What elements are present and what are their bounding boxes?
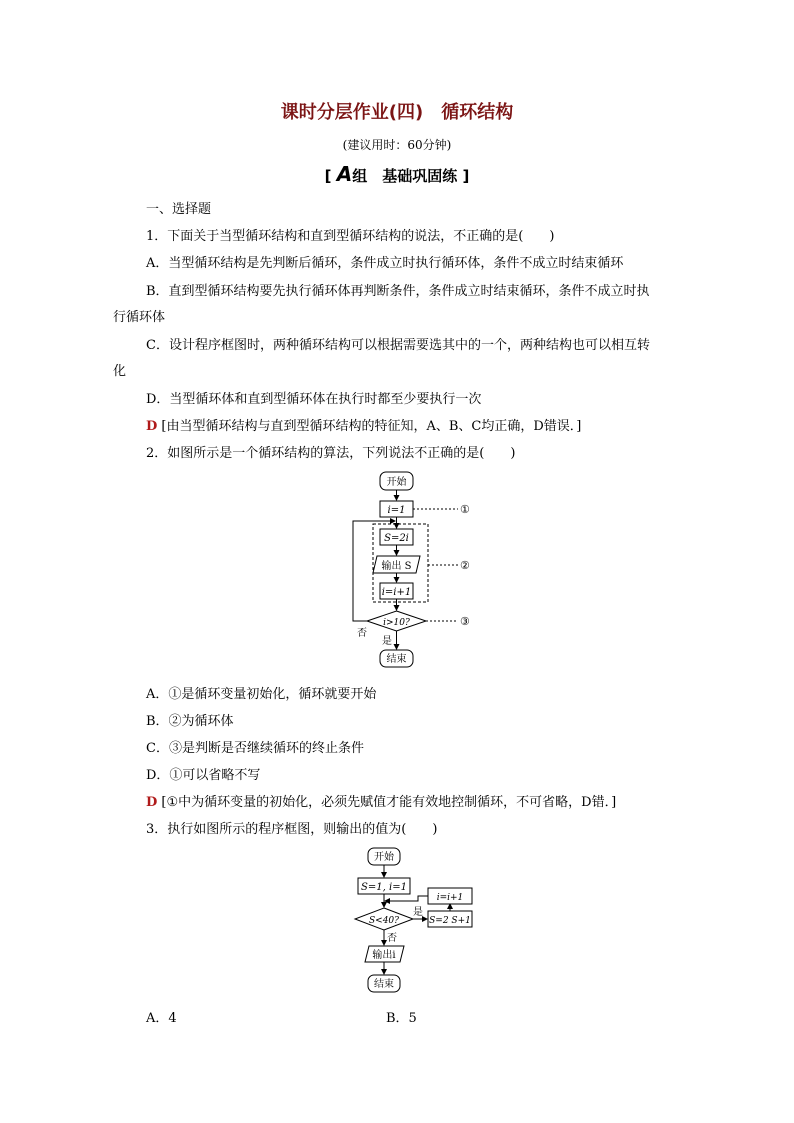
q2-flowchart [340,470,490,670]
q3-init-text: S=1, i=1 [361,882,407,893]
q1-stem: 1．下面关于当型循环结构和直到型循环结构的说法，不正确的是( ) [146,229,555,244]
q2-mark-2: ② [460,559,470,572]
q2-option-c: C．③是判断是否继续循环的终止条件 [146,741,364,756]
title-main: 课时分层作业(四) [280,102,424,123]
q1-option-d: D．当型循环体和直到型循环体在执行时都至少要执行一次 [146,392,482,407]
q3-flowchart [350,845,480,995]
q2-output-text: 输出 S [381,561,412,572]
page-title [0,98,794,124]
q3-decision-text: S<40? [369,916,399,926]
group-heading [0,162,794,186]
q3-start-text: 开始 [374,852,394,863]
q3-stem: 3．执行如图所示的程序框图，则输出的值为( ) [146,822,438,837]
q1-option-b-line1: B．直到型循环结构要先执行循环体再判断条件，条件成立时结束循环，条件不成立时执 [146,284,650,299]
group-bracket-close: ] [462,167,470,185]
q1-option-a: A．当型循环结构是先判断后循环，条件成立时执行循环体，条件不成立时结束循环 [146,256,624,271]
q2-assign-text: S=2i [384,533,409,544]
q2-mark-1: ① [460,503,470,516]
q2-answer-letter: D [146,795,158,810]
q2-yes-label: 是 [382,636,392,647]
section-label: 一、选择题 [146,202,212,217]
q2-no-label: 否 [357,628,367,639]
q2-init-text: i=1 [387,505,406,516]
q1-option-b-line2: 行循环体 [113,310,166,325]
q2-answer [146,791,616,810]
q3-incr-text: i=i+1 [436,893,464,903]
q2-option-a: A．①是循环变量初始化，循环就要开始 [146,687,377,702]
q2-incr-text: i=i+1 [381,587,412,598]
q3-output-text: 输出i [372,950,396,961]
q2-stem: 2．如图所示是一个循环结构的算法，下列说法不正确的是( ) [146,446,516,461]
group-bracket-open: [ [324,167,332,185]
q3-option-b: B．5 [386,1011,417,1026]
title-topic: 循环结构 [441,102,514,123]
q3-update-text: S=2 S+1 [429,916,471,926]
q1-option-c-line1: C．设计程序框图时，两种循环结构可以根据需要选其中的一个，两种结构也可以相互转 [146,338,650,353]
q1-answer-letter: D [146,419,158,434]
group-letter: A [336,162,353,186]
time-suggestion: (建议用时：60分钟) [342,138,452,152]
q2-option-d: D．①可以省略不写 [146,768,261,783]
q2-option-b: B．②为循环体 [146,714,234,729]
q1-answer [146,415,581,434]
q3-option-a: A．4 [146,1011,177,1026]
q2-mark-3: ③ [460,615,470,628]
group-label: 组 基础巩固练 [352,167,458,185]
q3-no-label: 否 [387,933,397,944]
q1-answer-text: [由当型循环结构与直到型循环结构的特征知，A、B、C均正确，D错误．] [161,419,582,434]
q2-start-text: 开始 [386,477,407,488]
q1-option-c-line2: 化 [113,364,127,379]
q2-answer-text: [①中为循环变量的初始化，必须先赋值才能有效地控制循环，不可省略，D错．] [161,795,617,810]
q2-end-text: 结束 [386,654,407,665]
q2-decision-text: i>10? [383,618,410,628]
q3-yes-label: 是 [413,907,423,918]
q3-end-text: 结束 [374,979,394,990]
